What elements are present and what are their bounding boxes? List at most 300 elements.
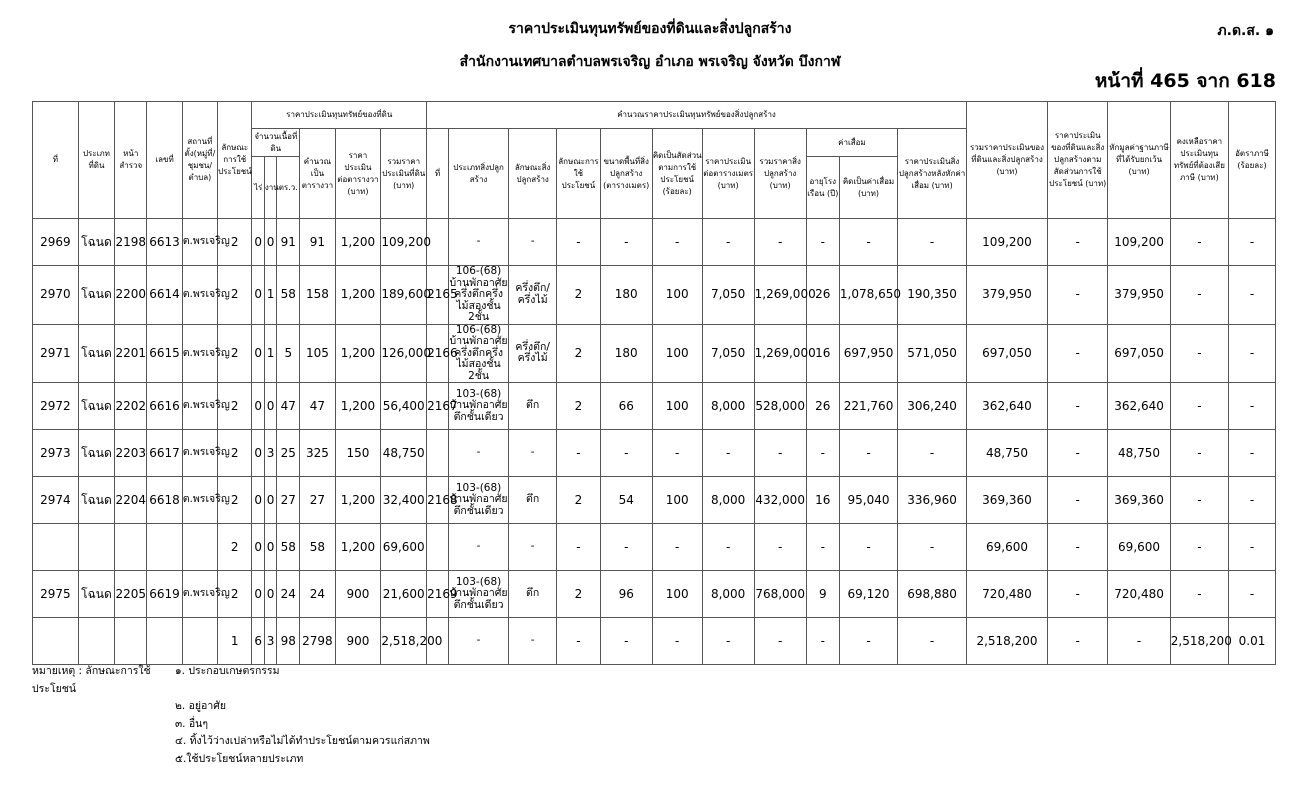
cell-survey-page: 2200 bbox=[115, 266, 147, 325]
cell-land-total: 189,600 bbox=[381, 266, 427, 325]
cell-land-type: โฉนด bbox=[78, 266, 114, 325]
cell-remaining: 2,518,200 bbox=[1170, 618, 1228, 665]
note-item: ๕.ใช้ประโยชน์หลายประเภท bbox=[175, 752, 304, 765]
col-land-total: รวมราคาประเมินที่ดิน (บาท) bbox=[381, 129, 427, 219]
cell-price-sqm: 8,000 bbox=[702, 571, 754, 618]
cell-bld-nature: - bbox=[509, 430, 557, 477]
cell-bld-type: 106-(68) บ้านพักอาศัยครึ่งตึกครึ่งไม้สองชั้น 2ชั้น bbox=[449, 323, 508, 382]
cell-age: 16 bbox=[806, 324, 839, 383]
cell-remaining: - bbox=[1170, 524, 1228, 571]
cell-location: ต.พรเจริญ bbox=[182, 219, 217, 266]
cell-sqwa: 27 bbox=[277, 477, 300, 524]
table-row bbox=[33, 383, 1276, 430]
note-item: ๒. อยู่อาศัย bbox=[175, 700, 227, 712]
cell-deduction: 697,050 bbox=[1108, 324, 1170, 383]
cell-dep-amount: - bbox=[839, 219, 897, 266]
cell-sqwa: 47 bbox=[277, 383, 300, 430]
cell-total-value: 369,360 bbox=[966, 477, 1047, 524]
cell-remaining: - bbox=[1170, 266, 1228, 325]
cell-bld-usage: - bbox=[557, 618, 601, 665]
cell-deduction: 379,950 bbox=[1108, 266, 1170, 325]
cell-bld-total: 768,000 bbox=[754, 571, 806, 618]
cell-bld-type: 103-(68) บ้านพักอาศัยตึกชั้นเดียว bbox=[448, 477, 508, 524]
col-no: ที่ bbox=[33, 102, 79, 219]
cell-ngan: 0 bbox=[264, 571, 276, 618]
form-code: ภ.ด.ส. ๑ bbox=[1217, 23, 1274, 39]
cell-bld-size: - bbox=[600, 430, 652, 477]
cell-bld-usage: 2 bbox=[557, 477, 601, 524]
cell-tax-rate: 0.01 bbox=[1228, 618, 1275, 665]
cell-use-pct: 100 bbox=[652, 477, 702, 524]
table-row bbox=[33, 219, 1276, 266]
col-bld-total: รวมราคาสิ่งปลูกสร้าง (บาท) bbox=[754, 129, 806, 219]
cell-sqwa: 58 bbox=[277, 266, 300, 325]
cell-bld-no bbox=[427, 430, 449, 477]
cell-land-total: 32,400 bbox=[381, 477, 427, 524]
cell-remaining: - bbox=[1170, 571, 1228, 618]
notes-section bbox=[32, 663, 430, 768]
cell-price-sqm: - bbox=[702, 219, 754, 266]
cell-use-pct: - bbox=[652, 524, 702, 571]
cell-age: 16 bbox=[806, 477, 839, 524]
cell-dep-amount: - bbox=[839, 430, 897, 477]
cell-deduction: 48,750 bbox=[1108, 430, 1170, 477]
cell-usage: 2 bbox=[218, 524, 252, 571]
cell-bld-type: - bbox=[448, 618, 508, 665]
cell-remaining: - bbox=[1170, 430, 1228, 477]
cell-calc-sqwa: 91 bbox=[300, 219, 335, 266]
cell-bld-size: 66 bbox=[600, 383, 652, 430]
table-row bbox=[33, 266, 1276, 325]
col-bld-nature: ลักษณะสิ่งปลูกสร้าง bbox=[509, 129, 557, 219]
cell-proportion: - bbox=[1048, 524, 1108, 571]
cell-bld-total: - bbox=[754, 430, 806, 477]
cell-bld-nature: ครึ่งตึก/ครึ่งไม้ bbox=[509, 266, 557, 325]
cell-bld-total: 1,269,000 bbox=[754, 266, 806, 325]
cell-ngan: 3 bbox=[264, 618, 276, 665]
cell-land-type: โฉนด bbox=[78, 571, 114, 618]
cell-remaining: - bbox=[1170, 383, 1228, 430]
col-deduction: หักมูลค่าฐานภาษีที่ได้รับยกเว้น (บาท) bbox=[1108, 102, 1170, 219]
cell-total-value: 109,200 bbox=[966, 219, 1047, 266]
col-rai: ไร่ bbox=[252, 157, 264, 219]
cell-usage: 2 bbox=[218, 430, 252, 477]
cell-bld-type: 103-(68) บ้านพักอาศัยตึกชั้นเดียว bbox=[448, 383, 508, 430]
cell-land-total: 48,750 bbox=[381, 430, 427, 477]
cell-proportion: - bbox=[1048, 324, 1108, 383]
cell-use-pct: - bbox=[652, 618, 702, 665]
cell-sqwa: 24 bbox=[277, 571, 300, 618]
cell-price-sqm: 7,050 bbox=[702, 266, 754, 325]
cell-dep-amount: 69,120 bbox=[839, 571, 897, 618]
table-row bbox=[33, 324, 1276, 383]
cell-bld-no: 2168 bbox=[427, 477, 449, 524]
cell-rai: 0 bbox=[252, 219, 264, 266]
col-land-type: ประเภทที่ดิน bbox=[78, 102, 114, 219]
cell-number: 6617 bbox=[147, 430, 182, 477]
cell-survey-page: 2205 bbox=[115, 571, 147, 618]
col-remaining: คงเหลือราคาประเมินทุนทรัพย์ที่ต้องเสียภาษี (บาท) bbox=[1170, 102, 1228, 219]
cell-deduction: 109,200 bbox=[1108, 219, 1170, 266]
cell-bld-nature: - bbox=[509, 219, 557, 266]
cell-dep-amount: 697,950 bbox=[839, 324, 897, 383]
cell-sqwa: 98 bbox=[277, 618, 300, 665]
col-tax-rate: อัตราภาษี (ร้อยละ) bbox=[1228, 102, 1275, 219]
cell-use-pct: 100 bbox=[652, 266, 702, 325]
cell-tax-rate: - bbox=[1228, 430, 1275, 477]
cell-location: ต.พรเจริญ bbox=[182, 324, 217, 383]
cell-bld-size: - bbox=[600, 219, 652, 266]
cell-bld-total: - bbox=[754, 524, 806, 571]
cell-ngan: 3 bbox=[264, 430, 276, 477]
col-dep-amount: คิดเป็นค่าเสื่อม (บาท) bbox=[839, 157, 897, 219]
col-sqwa: ตร.ว. bbox=[277, 157, 300, 219]
cell-use-pct: 100 bbox=[652, 383, 702, 430]
cell-bld-size: - bbox=[600, 618, 652, 665]
cell-dep-amount: - bbox=[839, 618, 897, 665]
cell-bld-nature: ตึก bbox=[509, 383, 557, 430]
cell-deduction: 69,600 bbox=[1108, 524, 1170, 571]
cell-land-type bbox=[78, 524, 114, 571]
cell-bld-net: 336,960 bbox=[898, 477, 967, 524]
cell-age: - bbox=[806, 618, 839, 665]
cell-no: 2972 bbox=[33, 383, 79, 430]
cell-age: 26 bbox=[806, 266, 839, 325]
cell-price-sqwa: 1,200 bbox=[335, 266, 381, 325]
cell-sqwa: 91 bbox=[277, 219, 300, 266]
cell-dep-amount: 95,040 bbox=[839, 477, 897, 524]
table-row bbox=[33, 524, 1276, 571]
cell-proportion: - bbox=[1048, 430, 1108, 477]
cell-price-sqm: 7,050 bbox=[702, 324, 754, 383]
cell-bld-type: 103-(68) บ้านพักอาศัยตึกชั้นเดียว bbox=[448, 571, 508, 618]
cell-bld-type: - bbox=[448, 219, 508, 266]
note-item: ๑. ประกอบเกษตรกรรม bbox=[175, 665, 280, 677]
col-bld-type: ประเภทสิ่งปลูกสร้าง bbox=[448, 129, 508, 219]
cell-land-total: 56,400 bbox=[381, 383, 427, 430]
cell-land-total: 21,600 bbox=[381, 571, 427, 618]
cell-bld-total: 528,000 bbox=[754, 383, 806, 430]
cell-tax-rate: - bbox=[1228, 524, 1275, 571]
cell-usage: 1 bbox=[218, 618, 252, 665]
cell-bld-nature: - bbox=[509, 618, 557, 665]
cell-proportion: - bbox=[1048, 383, 1108, 430]
cell-no: 2971 bbox=[33, 324, 79, 383]
cell-rai: 0 bbox=[252, 571, 264, 618]
cell-price-sqwa: 1,200 bbox=[335, 383, 381, 430]
cell-land-type: โฉนด bbox=[78, 219, 114, 266]
cell-usage: 2 bbox=[218, 266, 252, 325]
cell-price-sqm: - bbox=[702, 524, 754, 571]
note-item: ๓. อื่นๆ bbox=[175, 717, 208, 730]
cell-ngan: 0 bbox=[264, 524, 276, 571]
cell-remaining: - bbox=[1170, 477, 1228, 524]
cell-survey-page: 2204 bbox=[115, 477, 147, 524]
cell-survey-page: 2201 bbox=[115, 324, 147, 383]
cell-number bbox=[147, 618, 182, 665]
cell-bld-no bbox=[427, 524, 449, 571]
cell-price-sqwa: 1,200 bbox=[335, 219, 381, 266]
cell-no: 2970 bbox=[33, 266, 79, 325]
col-calc-sqwa: คำนวณเป็นตารางวา bbox=[300, 129, 335, 219]
cell-bld-net: 698,880 bbox=[898, 571, 967, 618]
cell-bld-nature: ตึก bbox=[509, 477, 557, 524]
cell-price-sqm: - bbox=[702, 618, 754, 665]
cell-bld-usage: 2 bbox=[557, 383, 601, 430]
col-group-building: คำนวณราคาประเมินทุนทรัพย์ของสิ่งปลูกสร้าง bbox=[427, 102, 967, 129]
cell-bld-net: - bbox=[898, 219, 967, 266]
cell-bld-net: 190,350 bbox=[898, 266, 967, 325]
cell-calc-sqwa: 27 bbox=[300, 477, 335, 524]
cell-number: 6615 bbox=[147, 324, 182, 383]
cell-bld-total: 432,000 bbox=[754, 477, 806, 524]
col-use-pct: คิดเป็นสัดส่วนตามการใช้ประโยชน์ (ร้อยละ) bbox=[652, 129, 702, 219]
col-price-sqm: ราคาประเมินต่อตารางเมตร (บาท) bbox=[702, 129, 754, 219]
cell-rai: 0 bbox=[252, 266, 264, 325]
cell-bld-type: - bbox=[448, 430, 508, 477]
cell-rai: 0 bbox=[252, 524, 264, 571]
cell-deduction: 369,360 bbox=[1108, 477, 1170, 524]
cell-price-sqm: - bbox=[702, 430, 754, 477]
cell-tax-rate: - bbox=[1228, 571, 1275, 618]
cell-sqwa: 25 bbox=[277, 430, 300, 477]
cell-bld-size: 54 bbox=[600, 477, 652, 524]
cell-age: - bbox=[806, 219, 839, 266]
cell-calc-sqwa: 58 bbox=[300, 524, 335, 571]
cell-land-total: 126,000 bbox=[381, 324, 427, 383]
cell-price-sqwa: 1,200 bbox=[335, 324, 381, 383]
cell-no: 2975 bbox=[33, 571, 79, 618]
cell-price-sqwa: 900 bbox=[335, 571, 381, 618]
col-bld-no: ที่ bbox=[427, 129, 449, 219]
cell-ngan: 0 bbox=[264, 477, 276, 524]
cell-location: ต.พรเจริญ bbox=[182, 430, 217, 477]
col-number: เลขที่ bbox=[147, 102, 182, 219]
cell-tax-rate: - bbox=[1228, 383, 1275, 430]
cell-bld-size: - bbox=[600, 524, 652, 571]
col-total-value: รวมราคาประเมินของที่ดินและสิ่งปลูกสร้าง (บาท) bbox=[966, 102, 1047, 219]
cell-bld-nature: ตึก bbox=[509, 571, 557, 618]
cell-bld-no: 2167 bbox=[427, 383, 449, 430]
cell-bld-usage: 2 bbox=[557, 266, 601, 325]
cell-number: 6619 bbox=[147, 571, 182, 618]
note-item: ๔. ทิ้งไว้ว่างเปล่าหรือไม่ได้ทำประโยชน์ตามควรแก่สภาพ bbox=[175, 735, 430, 747]
cell-survey-page: 2198 bbox=[115, 219, 147, 266]
cell-proportion: - bbox=[1048, 477, 1108, 524]
col-usage: ลักษณะการใช้ประโยชน์ bbox=[218, 102, 252, 219]
cell-dep-amount: - bbox=[839, 524, 897, 571]
cell-bld-total: 1,269,000 bbox=[754, 324, 806, 383]
col-bld-size: ขนาดพื้นที่สิ่งปลูกสร้าง (ตารางเมตร) bbox=[600, 129, 652, 219]
cell-land-type: โฉนด bbox=[78, 324, 114, 383]
col-group-depreciation: ค่าเสื่อม bbox=[806, 129, 898, 157]
cell-age: - bbox=[806, 430, 839, 477]
col-survey-page: หน้าสำรวจ bbox=[115, 102, 147, 219]
cell-survey-page bbox=[115, 618, 147, 665]
cell-deduction: 362,640 bbox=[1108, 383, 1170, 430]
cell-location bbox=[182, 524, 217, 571]
cell-usage: 2 bbox=[218, 383, 252, 430]
cell-calc-sqwa: 105 bbox=[300, 324, 335, 383]
cell-tax-rate: - bbox=[1228, 324, 1275, 383]
page-number: หน้าที่ 465 จาก 618 bbox=[1094, 70, 1276, 92]
cell-use-pct: 100 bbox=[652, 571, 702, 618]
cell-rai: 0 bbox=[252, 430, 264, 477]
cell-bld-net: - bbox=[898, 618, 967, 665]
cell-age: - bbox=[806, 524, 839, 571]
cell-price-sqwa: 150 bbox=[335, 430, 381, 477]
cell-total-value: 362,640 bbox=[966, 383, 1047, 430]
cell-rai: 6 bbox=[252, 618, 264, 665]
cell-number bbox=[147, 524, 182, 571]
cell-land-type: โฉนด bbox=[78, 383, 114, 430]
cell-bld-no: 2166 bbox=[427, 324, 449, 383]
cell-no: 2974 bbox=[33, 477, 79, 524]
cell-no bbox=[33, 524, 79, 571]
col-price-sqwa: ราคาประเมินต่อตารางวา (บาท) bbox=[335, 129, 381, 219]
cell-remaining: - bbox=[1170, 324, 1228, 383]
cell-proportion: - bbox=[1048, 571, 1108, 618]
cell-bld-net: 571,050 bbox=[898, 324, 967, 383]
cell-price-sqm: 8,000 bbox=[702, 477, 754, 524]
cell-calc-sqwa: 2798 bbox=[300, 618, 335, 665]
cell-calc-sqwa: 325 bbox=[300, 430, 335, 477]
cell-bld-nature: ครึ่งตึก/ครึ่งไม้ bbox=[509, 324, 557, 383]
col-location: สถานที่ตั้ง(หมู่ที่/ชุมชน/ตำบล) bbox=[182, 102, 217, 219]
cell-proportion: - bbox=[1048, 219, 1108, 266]
document-title: ราคาประเมินทุนทรัพย์ของที่ดินและสิ่งปลูกสร้าง bbox=[508, 21, 792, 37]
cell-usage: 2 bbox=[218, 571, 252, 618]
cell-location: ต.พรเจริญ bbox=[182, 477, 217, 524]
cell-ngan: 1 bbox=[264, 266, 276, 325]
cell-survey-page: 2202 bbox=[115, 383, 147, 430]
cell-total-value: 720,480 bbox=[966, 571, 1047, 618]
cell-bld-net: - bbox=[898, 524, 967, 571]
cell-sqwa: 5 bbox=[277, 324, 300, 383]
cell-land-total: 69,600 bbox=[381, 524, 427, 571]
cell-bld-type: - bbox=[448, 524, 508, 571]
cell-usage: 2 bbox=[218, 477, 252, 524]
office-name: สำนักงานเทศบาลตำบลพรเจริญ อำเภอ พรเจริญ จังหวัด บึงกาฬ bbox=[459, 54, 841, 70]
cell-usage: 2 bbox=[218, 219, 252, 266]
cell-tax-rate: - bbox=[1228, 219, 1275, 266]
cell-bld-usage: - bbox=[557, 219, 601, 266]
cell-total-value: 48,750 bbox=[966, 430, 1047, 477]
cell-bld-total: - bbox=[754, 219, 806, 266]
col-group-land: ราคาประเมินทุนทรัพย์ของที่ดิน bbox=[252, 102, 427, 129]
cell-proportion: - bbox=[1048, 618, 1108, 665]
cell-ngan: 0 bbox=[264, 383, 276, 430]
notes-label: หมายเหตุ : ลักษณะการใช้ประโยชน์ bbox=[32, 665, 151, 695]
col-bld-net: ราคาประเมินสิ่งปลูกสร้างหลังหักค่าเสื่อม (บาท) bbox=[898, 129, 967, 219]
table-row bbox=[33, 618, 1276, 665]
cell-bld-total: - bbox=[754, 618, 806, 665]
cell-age: 26 bbox=[806, 383, 839, 430]
cell-remaining: - bbox=[1170, 219, 1228, 266]
cell-land-total: 109,200 bbox=[381, 219, 427, 266]
cell-location: ต.พรเจริญ bbox=[182, 383, 217, 430]
cell-rai: 0 bbox=[252, 383, 264, 430]
cell-use-pct: 100 bbox=[652, 324, 702, 383]
cell-bld-nature: - bbox=[509, 524, 557, 571]
cell-land-type: โฉนด bbox=[78, 430, 114, 477]
cell-bld-size: 180 bbox=[600, 266, 652, 325]
cell-price-sqm: 8,000 bbox=[702, 383, 754, 430]
cell-total-value: 69,600 bbox=[966, 524, 1047, 571]
col-group-area: จำนวนเนื้อที่ดิน bbox=[252, 129, 300, 157]
cell-age: 9 bbox=[806, 571, 839, 618]
cell-ngan: 0 bbox=[264, 219, 276, 266]
cell-bld-type: 106-(68) บ้านพักอาศัยครึ่งตึกครึ่งไม้สองชั้น 2ชั้น bbox=[449, 265, 508, 323]
cell-calc-sqwa: 158 bbox=[300, 266, 335, 325]
cell-bld-no: 2169 bbox=[427, 571, 449, 618]
col-bld-usage: ลักษณะการใช้ประโยชน์ bbox=[557, 129, 601, 219]
cell-calc-sqwa: 47 bbox=[300, 383, 335, 430]
cell-location: ต.พรเจริญ bbox=[182, 571, 217, 618]
cell-proportion: - bbox=[1048, 266, 1108, 325]
cell-number: 6613 bbox=[147, 219, 182, 266]
cell-usage: 2 bbox=[218, 324, 252, 383]
cell-bld-usage: - bbox=[557, 430, 601, 477]
cell-rai: 0 bbox=[252, 477, 264, 524]
cell-bld-usage: - bbox=[557, 524, 601, 571]
cell-land-total: 2,518,200 bbox=[381, 618, 427, 665]
table-row bbox=[33, 571, 1276, 618]
cell-bld-no: 2165 bbox=[427, 266, 449, 325]
cell-dep-amount: 1,078,650 bbox=[839, 266, 897, 325]
cell-number: 6618 bbox=[147, 477, 182, 524]
cell-dep-amount: 221,760 bbox=[839, 383, 897, 430]
cell-no: 2973 bbox=[33, 430, 79, 477]
cell-bld-size: 180 bbox=[600, 324, 652, 383]
cell-tax-rate: - bbox=[1228, 266, 1275, 325]
cell-use-pct: - bbox=[652, 219, 702, 266]
col-proportion: ราคาประเมินของที่ดินและสิ่งปลูกสร้างตามสัดส่วนการใช้ประโยชน์ (บาท) bbox=[1048, 102, 1108, 219]
cell-bld-usage: 2 bbox=[557, 571, 601, 618]
table-row bbox=[33, 477, 1276, 524]
cell-ngan: 1 bbox=[264, 324, 276, 383]
cell-calc-sqwa: 24 bbox=[300, 571, 335, 618]
cell-deduction: - bbox=[1108, 618, 1170, 665]
assessment-table bbox=[32, 101, 1276, 665]
col-ngan: งาน bbox=[264, 157, 276, 219]
cell-bld-usage: 2 bbox=[557, 324, 601, 383]
cell-price-sqwa: 1,200 bbox=[335, 477, 381, 524]
cell-location: ต.พรเจริญ bbox=[182, 266, 217, 325]
col-age: อายุโรงเรือน (ปี) bbox=[806, 157, 839, 219]
cell-no bbox=[33, 618, 79, 665]
cell-price-sqwa: 900 bbox=[335, 618, 381, 665]
cell-total-value: 379,950 bbox=[966, 266, 1047, 325]
cell-land-type: โฉนด bbox=[78, 477, 114, 524]
cell-deduction: 720,480 bbox=[1108, 571, 1170, 618]
table-row bbox=[33, 430, 1276, 477]
cell-price-sqwa: 1,200 bbox=[335, 524, 381, 571]
cell-total-value: 697,050 bbox=[966, 324, 1047, 383]
cell-location bbox=[182, 618, 217, 665]
cell-land-type bbox=[78, 618, 114, 665]
cell-bld-size: 96 bbox=[600, 571, 652, 618]
cell-bld-net: 306,240 bbox=[898, 383, 967, 430]
cell-tax-rate: - bbox=[1228, 477, 1275, 524]
cell-bld-net: - bbox=[898, 430, 967, 477]
cell-survey-page: 2203 bbox=[115, 430, 147, 477]
cell-use-pct: - bbox=[652, 430, 702, 477]
cell-number: 6616 bbox=[147, 383, 182, 430]
cell-sqwa: 58 bbox=[277, 524, 300, 571]
cell-rai: 0 bbox=[252, 324, 264, 383]
cell-number: 6614 bbox=[147, 266, 182, 325]
